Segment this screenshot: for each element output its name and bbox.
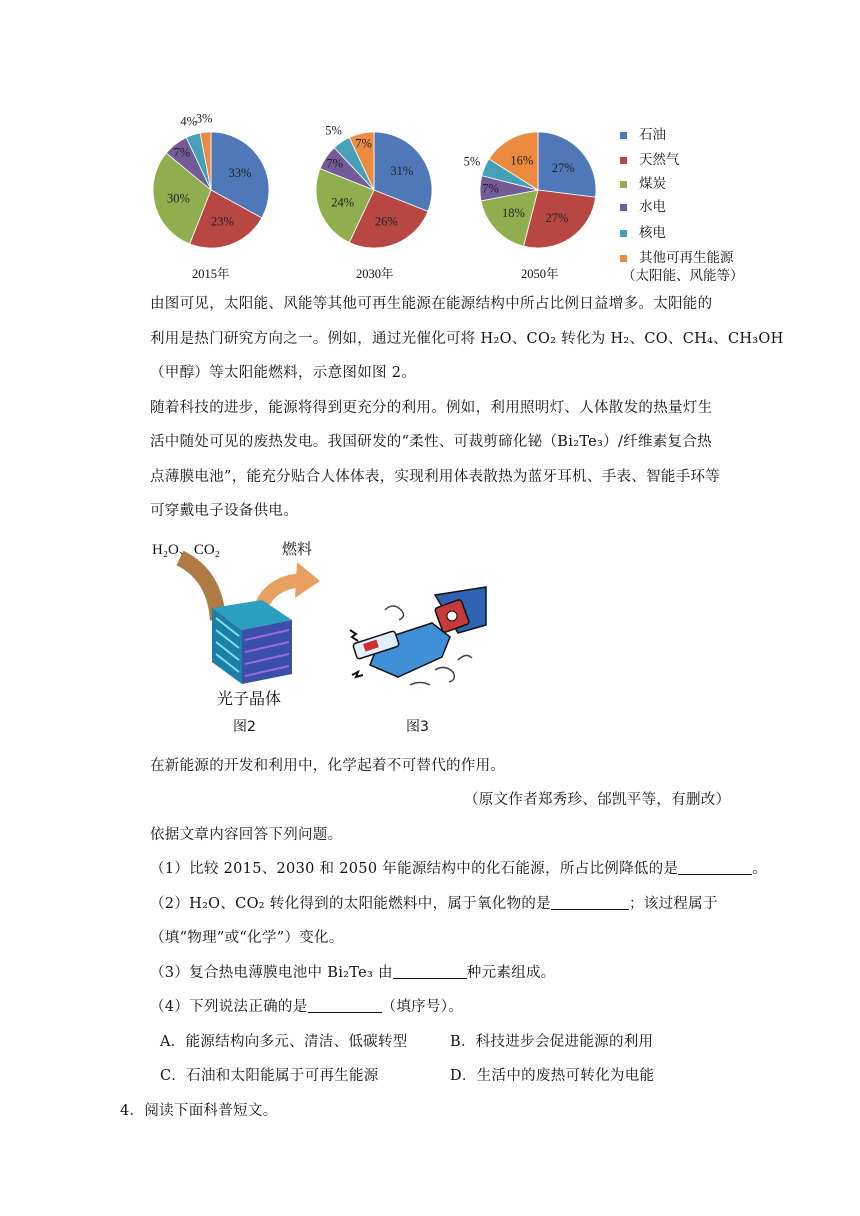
option-d[interactable]: D．生活中的废热可转化为电能 — [450, 1068, 655, 1084]
legend-swatch — [620, 181, 627, 188]
pie-slice-label: 5% — [325, 123, 342, 138]
pie-slice-label: 4% — [180, 114, 198, 129]
option-b[interactable]: B．科技进步会促进能源的利用 — [450, 1034, 654, 1050]
question-text: （填序号）。 — [381, 999, 464, 1015]
paragraph-line: 利用是热门研究方向之一。例如，通过光催化可将 H₂O、CO₂ 转化为 H₂、CO、CH₄、CH₃OH — [150, 331, 784, 347]
legend-item-coal — [620, 172, 666, 192]
pie-slice-label: 16% — [510, 153, 534, 168]
fig2-crystal-label: 光子晶体 — [217, 689, 282, 708]
option-c[interactable]: C．石油和太阳能属于可再生能源 — [160, 1068, 379, 1084]
pie-slice-label: 18% — [502, 206, 525, 221]
pie-chart-2015 — [153, 111, 269, 248]
legend-note: （太阳能、风能等） — [622, 268, 744, 284]
question-2 — [150, 892, 718, 913]
pie-slice-label: 7% — [173, 145, 191, 160]
source-note: （原文作者郑秀珍、邰凯平等，有删改） — [464, 792, 731, 808]
photonic-crystal-diagram — [140, 550, 340, 685]
pie-slice-label: 27% — [545, 210, 569, 225]
option-a[interactable]: A．能源结构向多元、清洁、低碳转型 — [160, 1034, 408, 1050]
paragraph-line: 点薄膜电池”，能充分贴合人体体表，实现利用体表散热为蓝牙耳机、手表、智能手环等 — [150, 469, 721, 485]
question-text: （3）复合热电薄膜电池中 Bi₂Te₃ 由 — [150, 965, 393, 981]
next-question-heading: 4．阅读下面科普短文。 — [120, 1103, 278, 1119]
thermoelectric-hand-illustration — [340, 585, 490, 695]
legend-label: 其他可再生能源 — [639, 250, 734, 266]
legend-swatch — [620, 157, 627, 164]
figure-2 — [140, 530, 340, 740]
paragraph-line: （甲醇）等太阳能燃料，示意图如图 2。 — [150, 365, 417, 381]
paragraph-line: 由图可见，太阳能、风能等其他可再生能源在能源结构中所占比例日益增多。太阳能的 — [150, 296, 713, 312]
fig2-caption: 图2 — [233, 719, 256, 735]
pie-year-2015: 2015年 — [192, 267, 230, 281]
fig3-caption: 图3 — [406, 719, 429, 735]
question-3 — [150, 961, 556, 982]
paragraph-line: 活中随处可见的废热发电。我国研发的“柔性、可裁剪碲化铋（Bi₂Te₃）/纤维素复合热 — [150, 434, 712, 450]
pie-slice-label: 33% — [228, 165, 252, 180]
pie-slice-label: 7% — [326, 156, 343, 171]
legend-label: 石油 — [639, 127, 666, 143]
questions-intro: 依据文章内容回答下列问题。 — [150, 827, 343, 843]
legend-item-renewable — [620, 246, 734, 266]
answer-blank-2a[interactable] — [551, 895, 629, 910]
question-1 — [150, 857, 767, 878]
figure-3 — [340, 585, 490, 745]
legend-item-hydro — [620, 195, 666, 215]
legend-item-nuclear — [620, 221, 666, 241]
pie-year-2030: 2030年 — [356, 267, 394, 281]
question-text: （2）H₂O、CO₂ 转化得到的太阳能燃料中，属于氧化物的是 — [150, 896, 551, 912]
answer-blank-4[interactable] — [308, 998, 382, 1013]
pie-year-2050: 2050年 — [521, 267, 559, 281]
legend-item-oil — [620, 123, 666, 143]
pie-slice-label: 26% — [374, 214, 398, 229]
legend-label: 煤炭 — [639, 176, 666, 192]
pie-charts — [0, 100, 600, 270]
paragraph-line: 在新能源的开发和利用中，化学起着不可替代的作用。 — [150, 758, 506, 774]
answer-blank-1[interactable] — [678, 860, 752, 875]
fig2-input-label: H₂O、CO₂ — [152, 542, 220, 558]
answer-blank-3[interactable] — [393, 964, 467, 979]
pie-slice-label: 3% — [195, 111, 213, 126]
legend-swatch — [620, 204, 627, 211]
fig2-output-label: 燃料 — [282, 540, 313, 558]
pie-slice-label: 7% — [482, 181, 499, 196]
question-2-cont: （填“物理”或“化学”）变化。 — [150, 930, 344, 946]
legend-swatch — [620, 230, 627, 237]
legend-item-gas — [620, 148, 680, 168]
pie-slice-label: 31% — [390, 164, 414, 179]
question-text: （4）下列说法正确的是 — [150, 999, 308, 1015]
pie-slice-label: 24% — [331, 195, 355, 210]
paragraph-line: 可穿戴电子设备供电。 — [150, 503, 298, 519]
pie-chart-2050 — [464, 132, 596, 248]
legend-label: 水电 — [639, 199, 666, 215]
legend-swatch — [620, 132, 627, 139]
question-text: （1）比较 2015、2030 和 2050 年能源结构中的化石能源，所占比例降低的是 — [150, 861, 679, 877]
legend-swatch — [620, 255, 627, 262]
pie-chart-2030 — [316, 123, 432, 248]
question-text: 。 — [752, 861, 768, 877]
pie-slice-label: 23% — [210, 214, 234, 229]
pie-slice-label: 7% — [355, 136, 372, 151]
legend-label: 核电 — [639, 225, 666, 241]
paragraph-line: 随着科技的进步，能源将得到更充分的利用。例如，利用照明灯、人体散发的热量灯生 — [150, 400, 713, 416]
pie-slice-label: 30% — [166, 191, 190, 206]
question-text: 种元素组成。 — [466, 965, 556, 981]
pie-slice-label: 5% — [463, 154, 481, 169]
pie-slice-label: 27% — [551, 160, 575, 175]
question-text: ；该过程属于 — [628, 896, 718, 912]
question-4 — [150, 995, 463, 1016]
legend-label: 天然气 — [639, 152, 680, 168]
